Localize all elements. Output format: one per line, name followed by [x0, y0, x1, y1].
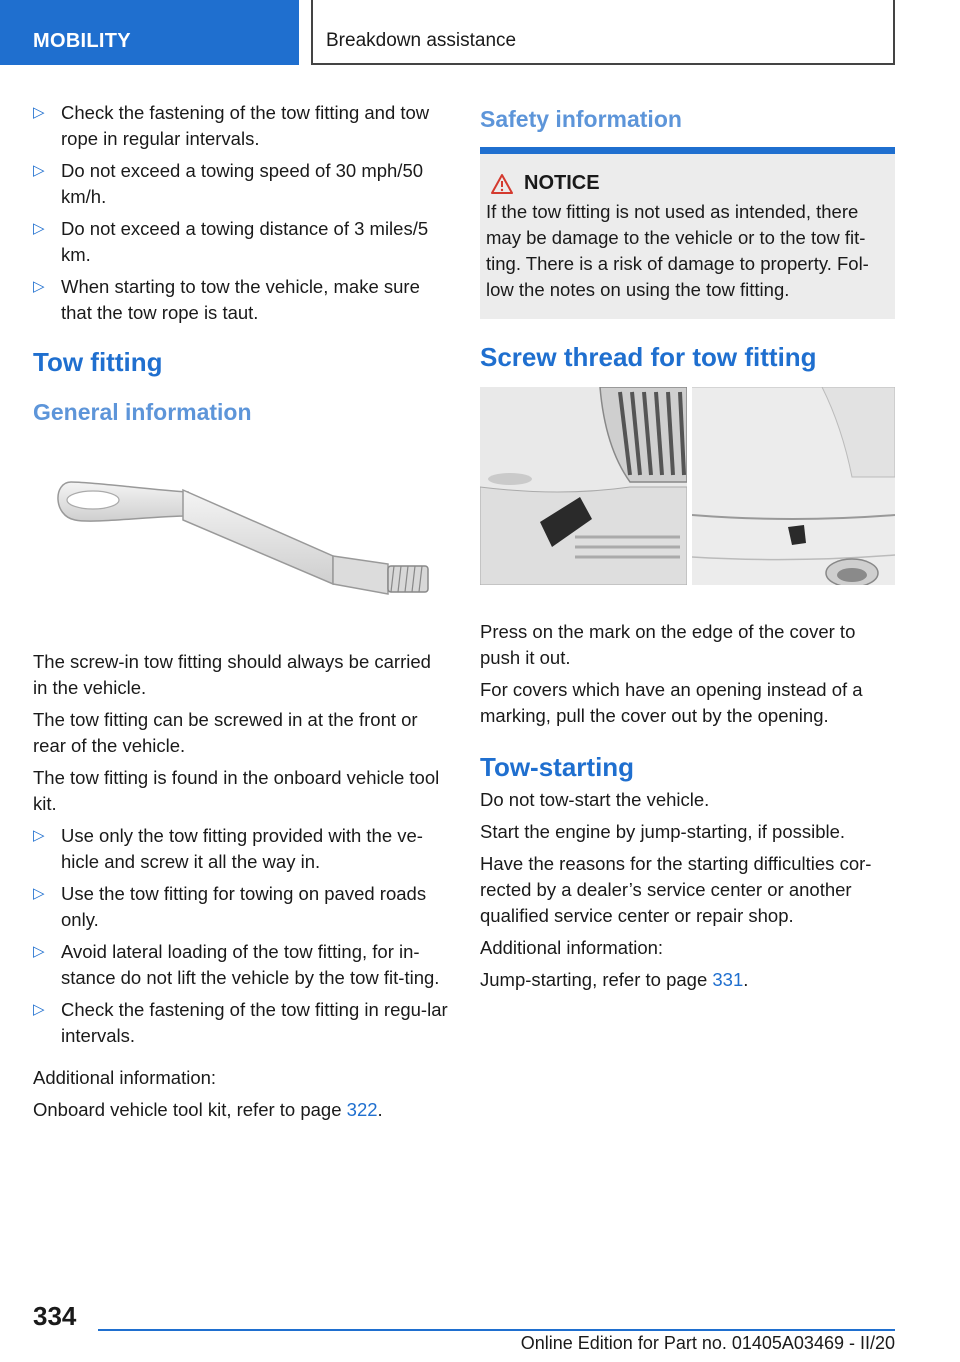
bullet-triangle-icon: ▷	[33, 827, 45, 844]
bullet-triangle-icon: ▷	[33, 1001, 45, 1018]
section-label: MOBILITY	[33, 30, 131, 52]
list-item: ▷ Do not exceed a towing speed of 30 mph/50 km/h.	[33, 160, 424, 207]
list-item: ▷ Use only the tow fitting provided with the ve‐hicle and screw it all the way in.	[33, 825, 423, 872]
edition-footer: Online Edition for Part no. 01405A03469 - II/20	[520, 1333, 895, 1353]
notice-box	[480, 154, 895, 319]
section-tab	[0, 0, 299, 65]
reference-line: Onboard vehicle tool kit, refer to page 322.	[33, 1099, 383, 1120]
tow-fitting-illustration	[33, 444, 448, 649]
page-title: Breakdown assistance	[326, 30, 517, 51]
list-item: ▷ When starting to tow the vehicle, make sure that the tow rope is taut.	[33, 276, 420, 323]
heading-safety-information: Safety information	[480, 106, 682, 132]
heading-general-information: General information	[33, 399, 252, 425]
rear-bumper-image	[692, 387, 895, 585]
paragraph: Press on the mark on the edge of the cover to push it out.	[480, 621, 856, 668]
list-item: ▷ Avoid lateral loading of the tow fitting, for in‐stance do not lift the vehicle by the tow fit‐ting.	[33, 941, 440, 988]
bullet-triangle-icon: ▷	[33, 885, 45, 902]
list-item: ▷ Check the fastening of the tow fitting in regu‐lar intervals.	[33, 999, 448, 1046]
list-item: ▷ Check the fastening of the tow fitting and tow rope in regular intervals.	[33, 102, 430, 149]
bullet-triangle-icon: ▷	[33, 104, 45, 121]
front-bumper-image	[480, 387, 687, 585]
notice-text: If the tow fitting is not used as intended, there may be damage to the vehicle or to the tow fit‐ting. There is a risk of damage to property. Fol‐low the notes on using the tow fitting.	[486, 201, 869, 300]
page-title-box	[313, 0, 895, 65]
paragraph: The tow fitting can be screwed in at the front or rear of the vehicle.	[33, 709, 418, 756]
paragraph: The tow fitting is found in the onboard vehicle tool kit.	[33, 767, 440, 814]
notice-bar	[480, 147, 895, 154]
paragraph: Do not tow-start the vehicle.	[480, 789, 710, 810]
paragraph: For covers which have an opening instead of a marking, pull the cover out by the opening.	[480, 679, 863, 726]
paragraph: Have the reasons for the starting difficulties cor‐rected by a dealer’s service center or another qualified service center or repair shop.	[480, 853, 872, 926]
bullet-triangle-icon: ▷	[33, 278, 45, 295]
towing-rules-list	[33, 100, 448, 326]
bumper-cover-illustration	[480, 387, 895, 585]
footer-rule	[98, 1329, 895, 1331]
page-number: 334	[33, 1301, 77, 1331]
bullet-triangle-icon: ▷	[33, 220, 45, 237]
heading-tow-fitting: Tow fitting	[33, 347, 163, 377]
additional-info-label: Additional information:	[33, 1067, 217, 1088]
tow-fitting-usage-list	[33, 823, 448, 1049]
notice-title: NOTICE	[524, 172, 600, 194]
heading-tow-starting: Tow-starting	[480, 752, 635, 782]
page-link[interactable]: 322	[346, 1099, 378, 1120]
right-column	[480, 100, 895, 999]
heading-screw-thread: Screw thread for tow fitting	[480, 342, 817, 372]
paragraph: The screw-in tow fitting should always be carried in the vehicle.	[33, 651, 431, 698]
reference-line: Jump-starting, refer to page 331.	[480, 969, 749, 990]
left-column	[33, 100, 448, 1129]
list-item: ▷ Do not exceed a towing distance of 3 miles/5 km.	[33, 218, 429, 265]
additional-info-label: Additional information:	[480, 937, 664, 958]
page-link[interactable]: 331	[712, 969, 744, 990]
paragraph: Start the engine by jump-starting, if possible.	[480, 821, 846, 842]
bullet-triangle-icon: ▷	[33, 943, 45, 960]
bullet-triangle-icon: ▷	[33, 162, 45, 179]
warning-triangle-icon	[490, 173, 514, 195]
list-item: ▷ Use the tow fitting for towing on paved roads only.	[33, 883, 427, 930]
